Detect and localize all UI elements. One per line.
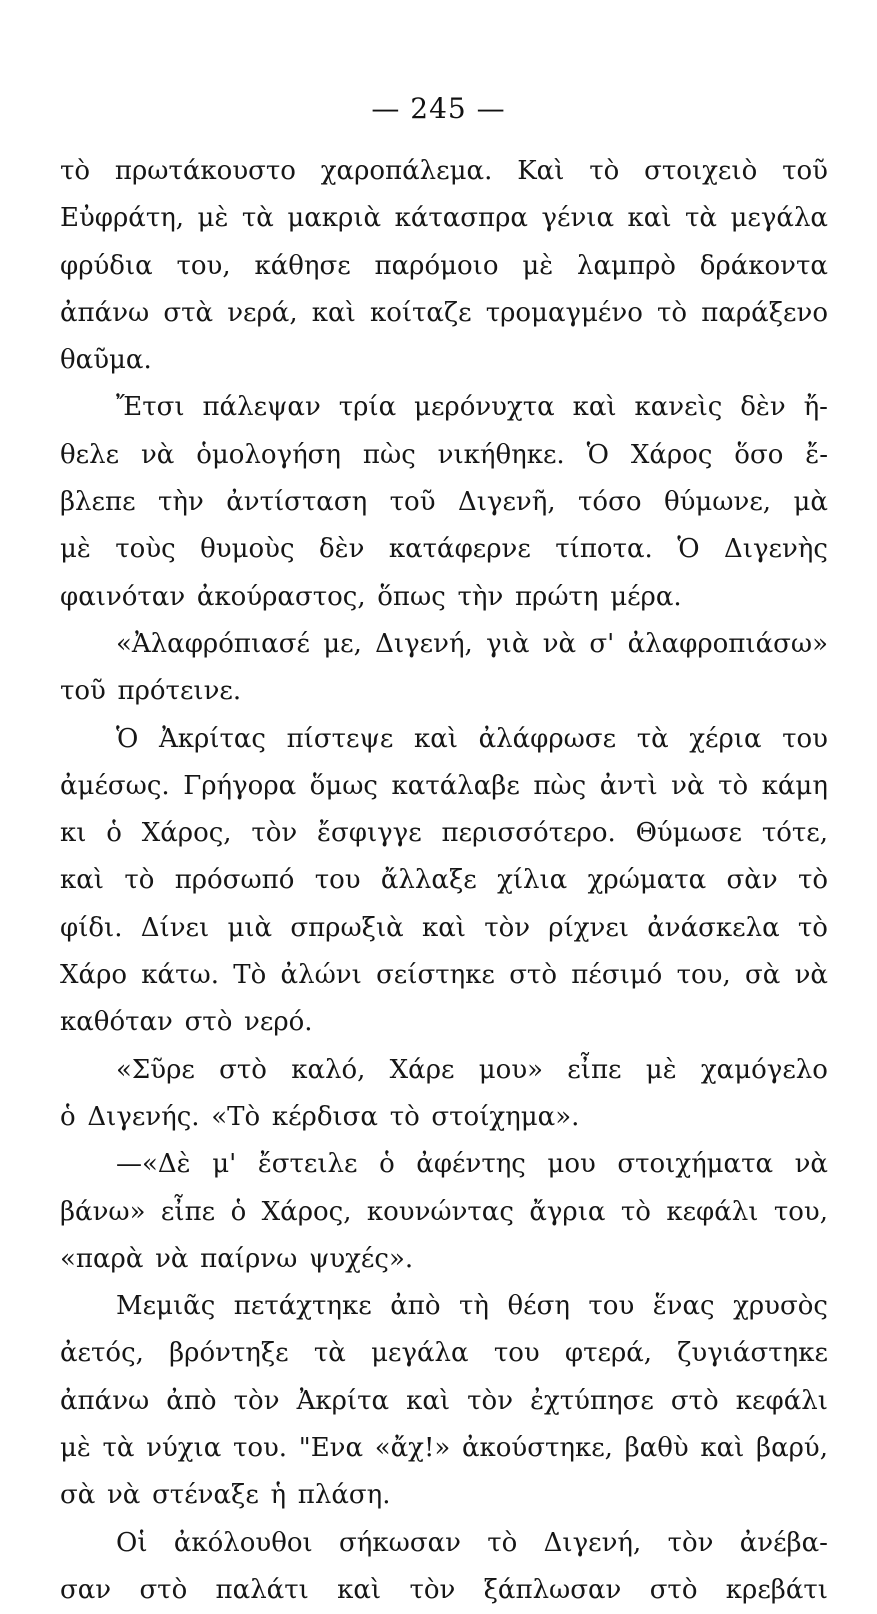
word: γένια (541, 203, 615, 234)
word: "Ενα (298, 1433, 364, 1464)
word: κέρδισα (271, 1101, 378, 1132)
word: ἀπὸ (166, 1385, 217, 1416)
word: μὲ (645, 1054, 677, 1085)
word: πὼς (362, 439, 416, 470)
word: μου (547, 1149, 596, 1180)
word: νὰ (671, 770, 705, 801)
word: ὅμως (309, 770, 378, 801)
word: τὸ (657, 297, 688, 328)
word: Ἀκρίτα (296, 1385, 390, 1416)
word: πρότεινε. (117, 676, 242, 707)
word: Χάρος, (141, 818, 232, 849)
text-line (60, 526, 828, 573)
word: του (782, 723, 828, 754)
text-line (60, 621, 828, 668)
word: νὰ (155, 1243, 189, 1274)
word: τὸν (409, 1574, 456, 1605)
word: τὸ (124, 865, 155, 896)
word: «Τὸ (211, 1101, 261, 1132)
text-line (60, 1236, 828, 1283)
text-line (60, 243, 828, 290)
word: σπρωξιὰ (290, 912, 404, 943)
word: μέρα. (610, 581, 682, 612)
word: περισσότερο. (441, 818, 616, 849)
word: Ὁ (677, 534, 700, 565)
word: κεφάλι (666, 1196, 759, 1227)
word: χαμόγελο (700, 1054, 828, 1085)
word: ὁ (106, 818, 122, 849)
word: Οἱ (116, 1527, 148, 1558)
word: τὸ (797, 912, 828, 943)
word: τὸν (251, 818, 298, 849)
word: Ἔτσι (116, 392, 185, 423)
word: τὸ (620, 1196, 651, 1227)
word: ὁ (379, 1149, 395, 1180)
word: Διγενῆ, (457, 487, 556, 518)
text-line (60, 337, 828, 384)
word: πλάση. (297, 1480, 391, 1511)
word: Ὁ (586, 439, 609, 470)
word: Μεμιᾶς (116, 1291, 216, 1322)
word: «παρὰ (60, 1243, 144, 1274)
word: τὴν (158, 487, 204, 518)
word: χρώματα (587, 865, 707, 896)
word: χέρια (689, 723, 762, 754)
word: νερό. (244, 1007, 313, 1038)
word: βάνω» (60, 1196, 146, 1227)
word: με, (323, 628, 362, 659)
word: ἀπὸ (390, 1291, 441, 1322)
word: τὸν (467, 1385, 513, 1416)
word: Καὶ (517, 156, 565, 186)
word: νὰ (794, 1149, 828, 1180)
word: σαν (60, 1574, 112, 1605)
word: εἶπε (160, 1196, 216, 1227)
word: μερόνυχτα (414, 392, 555, 423)
word: ἀλάφρωσε (478, 723, 617, 754)
word: ρίχνει (548, 912, 630, 943)
word: χρυσὸς (733, 1291, 828, 1322)
word: τὰ (102, 1433, 135, 1464)
word: Ὁ (116, 723, 139, 754)
word: Τὸ (233, 960, 267, 991)
word: ἕνας (652, 1291, 715, 1322)
text-line (60, 1472, 828, 1519)
word: κεφάλι (735, 1385, 828, 1416)
word: ἡ (270, 1480, 287, 1511)
word: μιὰ (227, 912, 273, 943)
word: τρομαγμένο (485, 297, 643, 328)
word: καὶ (572, 392, 617, 423)
word: φαινόταν (60, 581, 186, 612)
word: τὸ (589, 156, 620, 186)
text-line (60, 952, 828, 999)
word: ἤ- (803, 392, 828, 423)
word: ἀντὶ (599, 770, 658, 801)
word: στοιχειὸ (644, 156, 758, 186)
word: παρόμοιο (374, 250, 499, 281)
word: θαῦμα. (60, 345, 152, 376)
word: σὰν (726, 865, 778, 896)
word: ἀκούραστος, (196, 581, 366, 612)
word: «ἄχ!» (374, 1433, 451, 1464)
word: κουνώντας (366, 1196, 514, 1227)
word: τὸ (797, 865, 828, 896)
word: ξάπλωσαν (483, 1574, 622, 1605)
word: τὸ (718, 770, 749, 801)
word: κοίταζε (369, 297, 472, 328)
text-line (60, 432, 828, 479)
word: ἀλώνι (280, 960, 362, 991)
text-line (60, 1141, 828, 1188)
word: σ' (589, 628, 615, 659)
text-line (60, 1283, 828, 1330)
word: σὰ (60, 1480, 96, 1511)
word: νὰ (542, 628, 577, 659)
word: δὲν (740, 392, 786, 423)
word: μεγάλα (371, 1338, 469, 1369)
word: καὶ (413, 723, 458, 754)
text-line (60, 195, 828, 242)
word: τὴ (459, 1291, 489, 1322)
word: νερά, (227, 297, 298, 328)
word: ἄλλαξε (380, 865, 477, 896)
word: βρόντηξε (169, 1338, 289, 1369)
word: του (314, 865, 361, 896)
text-line (60, 148, 828, 195)
word: χίλια (497, 865, 568, 896)
word: καὶ (627, 203, 672, 234)
word: στὸ (509, 960, 557, 991)
word: ζυγιάστηκε (677, 1338, 828, 1369)
text-line (60, 763, 828, 810)
word: ὁ (230, 1196, 247, 1227)
word: παλάτι (215, 1574, 309, 1605)
word: φτερά, (564, 1338, 653, 1369)
word: τὸ (389, 1101, 420, 1132)
word: βαθὺ (624, 1433, 689, 1464)
word: θύμωνε, (663, 487, 772, 518)
word: ἀκόλουθοι (173, 1527, 313, 1558)
word: τίποτα. (555, 534, 653, 565)
word: Διγενής. (87, 1101, 200, 1132)
word: κανεὶς (634, 392, 723, 423)
text-line (60, 1330, 828, 1377)
word: τὰ (241, 203, 274, 234)
word: τὴν (457, 581, 504, 612)
word: καὶ (311, 297, 356, 328)
word: φρύδια (60, 250, 153, 281)
word: πρώτη (514, 581, 599, 612)
word: «Σῦρε (116, 1054, 195, 1085)
word: του, (176, 250, 231, 281)
word: Χάρος, (261, 1196, 352, 1227)
text-line (60, 810, 828, 857)
word: πάλεψαν (202, 392, 321, 423)
word: λαμπρὸ (576, 250, 676, 281)
text-line (60, 716, 828, 763)
word: νικήθηκε. (437, 439, 565, 470)
word: παίρνω (200, 1243, 298, 1274)
word: πρωτάκουστο (114, 156, 296, 186)
word: βλεπε (60, 487, 136, 518)
word: ἔσφιγγε (317, 818, 422, 849)
word: τοῦ (60, 676, 106, 707)
word: ἀκούστηκε, (461, 1433, 613, 1464)
text-line (60, 999, 828, 1046)
word: ἀντίσταση (226, 487, 368, 518)
word: νὰ (794, 960, 828, 991)
word: μου» (478, 1054, 544, 1085)
word: βαρύ, (756, 1433, 828, 1464)
text-line (60, 384, 828, 431)
word: καὶ (421, 912, 466, 943)
word: σὰ (745, 960, 781, 991)
word: του. (232, 1433, 288, 1464)
word: πὼς (533, 770, 587, 801)
word: παράξενο (701, 297, 828, 328)
word: θυμοὺς (200, 534, 295, 565)
word: κάμη (761, 770, 828, 801)
word: κατάλαβε (391, 770, 520, 801)
word: καλό, (291, 1054, 366, 1085)
word: στὸ (649, 1574, 698, 1605)
word: τὸν (233, 1385, 280, 1416)
word: πετάχτηκε (233, 1291, 372, 1322)
word: Θύμωσε (635, 818, 743, 849)
word: στοιχήματα (617, 1149, 774, 1180)
word: τοὺς (115, 534, 176, 565)
text-line (60, 574, 828, 621)
word: του (493, 1338, 540, 1369)
word: τὰ (313, 1338, 346, 1369)
word: Εὐφράτη, (60, 203, 185, 234)
word: «Ἀλαφρόπιασέ (116, 628, 310, 659)
body-text (60, 148, 828, 1614)
word: του, (676, 960, 731, 991)
word: Διγενή, (543, 1527, 642, 1558)
word: Δίνει (140, 912, 210, 943)
word: ἀλαφροπιάσω» (627, 628, 828, 659)
word: τόσο (578, 487, 642, 518)
text-line (60, 1425, 828, 1472)
word: φίδι. (60, 912, 123, 943)
word: ἀνάσκελα (647, 912, 780, 943)
word: μὲ (60, 534, 91, 565)
word: χαροπάλεμα. (320, 156, 493, 186)
word: ἀπάνω (60, 297, 150, 328)
word: τοῦ (782, 156, 828, 186)
text-line (60, 1567, 828, 1614)
word: γιὰ (486, 628, 530, 659)
text-line (60, 1094, 828, 1141)
text-line (60, 857, 828, 904)
word: ἀπάνω (60, 1385, 150, 1416)
word: τὸν (667, 1527, 714, 1558)
word: τοῦ (389, 487, 436, 518)
word: τὸ (487, 1527, 518, 1558)
word: ὁ (60, 1101, 76, 1132)
word: τότε, (761, 818, 828, 849)
word: σήκωσαν (339, 1527, 461, 1558)
text-line (60, 479, 828, 526)
word: κάτασπρα (394, 203, 528, 234)
word: στὸ (139, 1574, 188, 1605)
word: στὸ (670, 1385, 719, 1416)
word: στοίχημα». (431, 1101, 580, 1132)
word: σείστηκε (376, 960, 495, 991)
word: ὅσο (734, 439, 784, 470)
word: στὰ (163, 297, 214, 328)
word: τὰ (636, 723, 669, 754)
word: τὸν (484, 912, 531, 943)
word: καὶ (700, 1433, 745, 1464)
text-line (60, 905, 828, 952)
word: καὶ (337, 1574, 382, 1605)
word: καὶ (406, 1385, 451, 1416)
word: κάτω. (141, 960, 219, 991)
word: μ' (212, 1149, 237, 1180)
word: Γρήγορα (183, 770, 297, 801)
word: θελε (60, 439, 120, 470)
word: Διγενή, (375, 628, 473, 659)
word: δράκοντα (699, 250, 828, 281)
word: ὁμολογήση (196, 439, 342, 470)
word: πρόσωπό (174, 865, 295, 896)
word: μὰ (793, 487, 828, 518)
word: ἄγρια (529, 1196, 606, 1227)
text-line (60, 668, 828, 715)
word: μεγάλα (730, 203, 828, 234)
word: στὸ (219, 1054, 267, 1085)
word: Χάρε (389, 1054, 455, 1085)
word: ἀετός, (60, 1338, 144, 1369)
word: ψυχές». (308, 1243, 414, 1274)
word: νὰ (140, 439, 175, 470)
word: του (588, 1291, 635, 1322)
word: δὲν (318, 534, 365, 565)
word: τὰ (685, 203, 717, 234)
word: τρία (338, 392, 397, 423)
text-line (60, 1047, 828, 1094)
text-line (60, 1189, 828, 1236)
word: ὅπως (377, 581, 446, 612)
word: κι (60, 818, 87, 849)
word: ἀμέσως. (60, 770, 170, 801)
word: Ἀκρίτας (158, 723, 266, 754)
word: καθόταν (60, 1007, 173, 1038)
word: Διγενὴς (724, 534, 828, 565)
word: του, (773, 1196, 828, 1227)
word: πίστεψε (286, 723, 394, 754)
word: ἔστειλε (257, 1149, 358, 1180)
text-line (60, 1378, 828, 1425)
word: θέση (507, 1291, 570, 1322)
word: κάθησε (254, 250, 351, 281)
word: μὲ (60, 1433, 91, 1464)
word: νύχια (146, 1433, 222, 1464)
word: στὸ (184, 1007, 233, 1038)
word: ἔ- (805, 439, 828, 470)
word: μὲ (197, 203, 229, 234)
word: νὰ (107, 1480, 141, 1511)
word: μὲ (522, 250, 554, 281)
word: ἐχτύπησε (530, 1385, 654, 1416)
word: κατάφερνε (388, 534, 531, 565)
word: καὶ (60, 865, 105, 896)
word: Χάρο (60, 960, 128, 991)
word: στέναξε (152, 1480, 259, 1511)
word: ἀνέβα- (739, 1527, 828, 1558)
word: μακριὰ (287, 203, 382, 234)
word: —«Δὲ (116, 1149, 191, 1180)
word: ἀφέντης (416, 1149, 526, 1180)
word: τὸ (60, 156, 91, 186)
word: κρεβάτι (725, 1574, 828, 1605)
text-line (60, 290, 828, 337)
word: Χάρος (630, 439, 713, 470)
word: πέσιμό (571, 960, 663, 991)
page-number: — 245 — (371, 92, 506, 125)
text-line (60, 1520, 828, 1567)
word: εἶπε (567, 1054, 622, 1085)
